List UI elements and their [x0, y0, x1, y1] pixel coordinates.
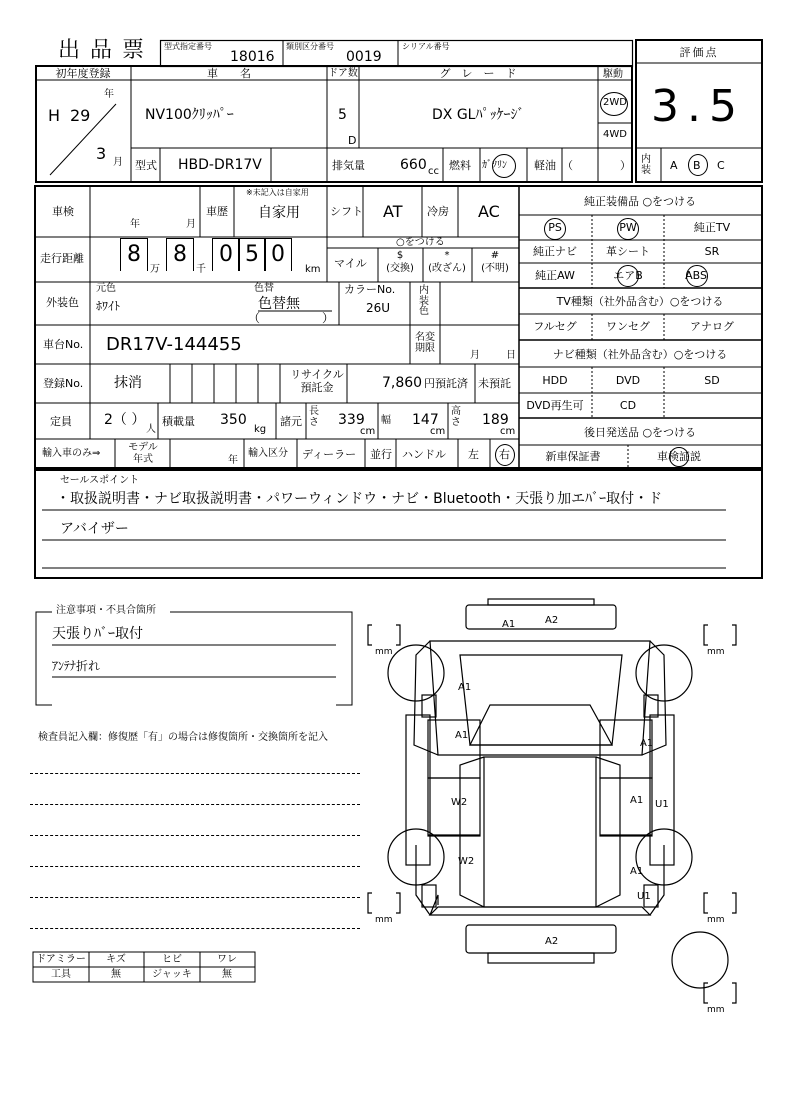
car-diagram	[360, 595, 760, 1025]
score-label: 評価点	[679, 46, 719, 59]
equip-airbag-circle	[617, 265, 639, 287]
later-manual: 説	[690, 450, 701, 463]
color-no-label: カラーNo.	[344, 283, 396, 296]
handle-label: ハンドル	[402, 448, 446, 461]
notes-line-2: ｱﾝﾃﾅ折れ	[52, 659, 101, 673]
legend-grid	[0, 0, 270, 990]
repaint-label: 色替	[254, 283, 274, 294]
person-unit: 人	[146, 424, 156, 435]
recycle-no: 未預託	[478, 377, 511, 390]
ac-label: 冷房	[427, 205, 449, 218]
tread-mm-rear-left: mm	[375, 915, 393, 925]
equip-pw-circle	[617, 218, 639, 240]
damage-mark-front-bumper-a1: A1	[502, 619, 516, 630]
damage-mark-right-quarter-u1: U1	[637, 891, 651, 902]
model-year-unit: 年	[228, 455, 238, 466]
score-value: 3.5	[651, 81, 745, 132]
height-value: 189	[482, 412, 509, 428]
drive-4wd: 4WD	[603, 129, 627, 140]
width-cm: cm	[430, 426, 446, 437]
mark-hash: #	[490, 250, 500, 261]
grade-value: DX GLﾊﾟｯｹｰｼﾞ	[432, 107, 525, 123]
mileage-digit-4: 5	[238, 238, 266, 271]
width-value: 147	[412, 412, 439, 428]
sen-unit: 千	[196, 264, 206, 275]
kg-unit: kg	[254, 424, 267, 435]
car-name: NV100ｸﾘｯﾊﾟｰ	[145, 107, 234, 123]
handle-right-circle	[495, 444, 515, 466]
equip-sr: SR	[704, 245, 720, 258]
inspection-label: 車検	[52, 205, 74, 218]
name-change-day: 日	[506, 350, 516, 361]
damage-mark-left-rear-door-w2: W2	[451, 797, 468, 808]
equip-airbag: エアB	[613, 269, 643, 282]
legend-jack: ジャッキ	[152, 969, 192, 980]
class-no-value: 0019	[346, 49, 382, 65]
first-reg-month: 3	[96, 144, 107, 163]
recycle-unit: 円預託済	[424, 377, 468, 390]
handle-left: 左	[468, 448, 479, 461]
capacity-label: 定員	[50, 415, 72, 428]
mileage-check-note: ○をつける	[396, 237, 445, 248]
doors-value: 5	[338, 107, 347, 123]
navi-title: ナビ種類（社外品含む）○をつける	[552, 348, 728, 361]
class-no-label: 類別区分番号	[286, 42, 334, 51]
form-title: 出品票	[58, 38, 155, 63]
sales-label: セールスポイント	[60, 475, 140, 486]
inspector-label: 検査員記入欄：修復歴「有」の場合は修復箇所・交換箇所を記入	[38, 732, 328, 743]
equip-pw: PW	[619, 221, 637, 234]
damage-mark-rear-bumper-a2: A2	[545, 936, 559, 947]
import-dealer: ディーラー	[302, 448, 357, 461]
first-reg-label: 初年度登録	[55, 67, 111, 80]
later-shaken: 車検証	[657, 450, 690, 463]
capacity-value: 2（ ）	[104, 412, 146, 428]
sales-line-2: アバイザー	[60, 521, 129, 537]
door-type: D	[348, 134, 357, 147]
inspection-month-unit: 月	[186, 219, 196, 230]
recycle-label: リサイクル預託金	[290, 368, 344, 394]
later-manual-circle	[669, 447, 689, 467]
legend-tools: 工具	[51, 969, 71, 980]
mile-label: マイル	[334, 257, 367, 270]
car-name-label: 車 名	[207, 67, 251, 80]
model-year-label: モデル年式	[128, 442, 158, 465]
height-cm: cm	[500, 426, 516, 437]
fuel-paren-open: （	[562, 159, 573, 172]
tread-mm-spare: mm	[707, 1005, 725, 1015]
mileage-label: 走行距離	[40, 252, 84, 265]
legend-break: ワレ	[217, 954, 237, 965]
name-change-month: 月	[470, 350, 480, 361]
history-note: ※未記入は自家用	[246, 188, 309, 197]
displacement-label: 排気量	[332, 159, 365, 172]
tv-analog: アナログ	[690, 320, 734, 333]
length-cm: cm	[360, 426, 376, 437]
mark-hash-label: (不明)	[481, 263, 509, 274]
chassis-value: DR17V-144455	[106, 334, 242, 355]
fuel-label: 燃料	[449, 159, 471, 172]
color-no-value: 26U	[366, 301, 391, 315]
shift-value: AT	[383, 202, 403, 221]
equip-tv: 純正TV	[693, 221, 731, 234]
dims-label: 諸元	[280, 415, 302, 428]
interior-a: A	[670, 159, 678, 172]
orig-color: ﾎﾜｲﾄ	[96, 299, 121, 313]
mark-dollar-label: (交換)	[386, 263, 414, 274]
legend-crack: ヒビ	[162, 954, 182, 965]
navi-hdd: HDD	[542, 374, 568, 387]
damage-mark-left-fender-a1: A1	[458, 682, 472, 693]
repaint-paren-open: （	[248, 311, 261, 325]
type-no-value: 18016	[230, 49, 275, 65]
doors-label: ドア数	[328, 68, 358, 79]
fuel-gas: ｶﾞｿﾘﾝ	[482, 160, 507, 171]
model-value: HBD-DR17V	[178, 157, 262, 173]
chassis-label: 車台No.	[43, 338, 84, 351]
length-value: 339	[338, 412, 365, 428]
tv-fullseg: フルセグ	[533, 320, 577, 333]
inspection-year-unit: 年	[130, 219, 140, 230]
damage-mark-right-rear-door-a1: A1	[630, 795, 644, 806]
tv-oneseg: ワンセグ	[606, 320, 650, 333]
cc-unit: cc	[428, 166, 439, 177]
navi-cd: CD	[619, 399, 637, 412]
damage-mark-left-quarter-w2: W2	[458, 856, 475, 867]
drive-label: 駆動	[603, 69, 623, 80]
import-parallel: 並行	[370, 448, 392, 461]
height-label: 高さ	[451, 406, 461, 428]
equip-navi: 純正ナビ	[533, 245, 577, 258]
damage-mark-right-rear-door-u1: U1	[655, 799, 669, 810]
notes-label: 注意事項・不具合箇所	[56, 605, 156, 616]
model-label: 型式	[135, 159, 157, 172]
mileage-digit-2: 8	[166, 238, 194, 271]
grade-label: グ レ ー ド	[439, 67, 517, 80]
recycle-value: 7,860	[382, 375, 423, 391]
load-value: 350	[220, 412, 247, 428]
damage-mark-right-quarter-a1: A1	[630, 866, 644, 877]
first-reg-year: 29	[70, 106, 91, 125]
mark-star-label: (改ざん)	[428, 263, 466, 274]
width-label: 幅	[381, 415, 391, 426]
legend-door-mirror: ドアミラー	[36, 954, 86, 965]
import-label: 輸入車のみ⇒	[42, 448, 101, 459]
equip-abs: ABS	[685, 269, 707, 282]
mileage-digit-1: 8	[120, 238, 148, 271]
length-label: 長さ	[309, 406, 319, 428]
type-no-label: 型式指定番号	[164, 42, 212, 51]
orig-color-label: 元色	[96, 283, 116, 294]
month-unit: 月	[113, 157, 123, 168]
navi-dvd: DVD	[615, 374, 641, 387]
km-unit: km	[305, 264, 321, 275]
navi-sd: SD	[704, 374, 720, 387]
later-title: 後日発送品 ○をつける	[583, 426, 697, 439]
equipment-title: 純正装備品 ○をつける	[583, 195, 697, 208]
man-unit: 万	[150, 264, 160, 275]
displacement-value: 660	[400, 157, 427, 173]
interior-label: 内装	[641, 154, 651, 176]
interior-c: C	[717, 159, 725, 172]
serial-label: シリアル番号	[402, 42, 450, 51]
navi-dvd-play: DVD再生可	[526, 399, 584, 412]
equip-leather: 革シート	[606, 245, 650, 258]
legend-scratch: キズ	[106, 954, 126, 965]
history-value: 自家用	[258, 205, 300, 221]
legend-jack-value: 無	[222, 969, 232, 980]
reg-value: 抹消	[114, 375, 142, 391]
equip-aw: 純正AW	[535, 269, 575, 282]
import-type-label: 輸入区分	[248, 448, 288, 459]
equip-ps-circle	[544, 218, 566, 240]
damage-mark-front-bumper-a2: A2	[545, 615, 559, 626]
notes-line-1: 天張りﾊﾞｰ取付	[52, 626, 143, 642]
tv-title: TV種類（社外品含む）○をつける	[556, 295, 724, 308]
year-unit: 年	[104, 89, 114, 100]
mark-star: *	[444, 250, 450, 261]
fuel-paren-close: ）	[620, 159, 631, 172]
tread-mm-front-right: mm	[707, 647, 725, 657]
first-reg-era: H	[48, 106, 61, 125]
shift-label: シフト	[330, 205, 363, 218]
fuel-light: 軽油	[534, 159, 556, 172]
color-label: 外装色	[46, 296, 79, 309]
repaint-paren-close: ）	[322, 311, 335, 325]
interior-b: B	[693, 159, 701, 172]
mark-dollar: $	[396, 250, 404, 261]
equip-abs-circle	[686, 265, 708, 287]
later-warranty: 新車保証書	[545, 450, 601, 463]
mileage-digit-3: 0	[212, 238, 240, 271]
repaint-value: 色替無	[258, 296, 300, 312]
damage-mark-left-front-door-a1: A1	[455, 730, 469, 741]
sales-line-1: ・取扱説明書・ナビ取扱説明書・パワーウィンドウ・ナビ・Bluetooth・天張り加エﾊﾞｰ取付・ド	[56, 491, 663, 507]
tread-mm-rear-right: mm	[707, 915, 725, 925]
equip-ps: PS	[548, 221, 562, 234]
tread-mm-front-left: mm	[375, 647, 393, 657]
interior-color-label: 内装色	[419, 285, 429, 317]
damage-mark-right-front-door-a1: A1	[640, 738, 654, 749]
ac-value: AC	[478, 202, 500, 221]
mileage-digit-5: 0	[264, 238, 292, 271]
handle-right: 右	[499, 448, 510, 461]
load-label: 積載量	[162, 415, 195, 428]
name-change-label: 名変期限	[415, 332, 435, 354]
legend-tools-value: 無	[111, 969, 121, 980]
history-label: 車歴	[206, 205, 228, 218]
drive-2wd: 2WD	[603, 97, 627, 108]
reg-label: 登録No.	[43, 377, 84, 390]
